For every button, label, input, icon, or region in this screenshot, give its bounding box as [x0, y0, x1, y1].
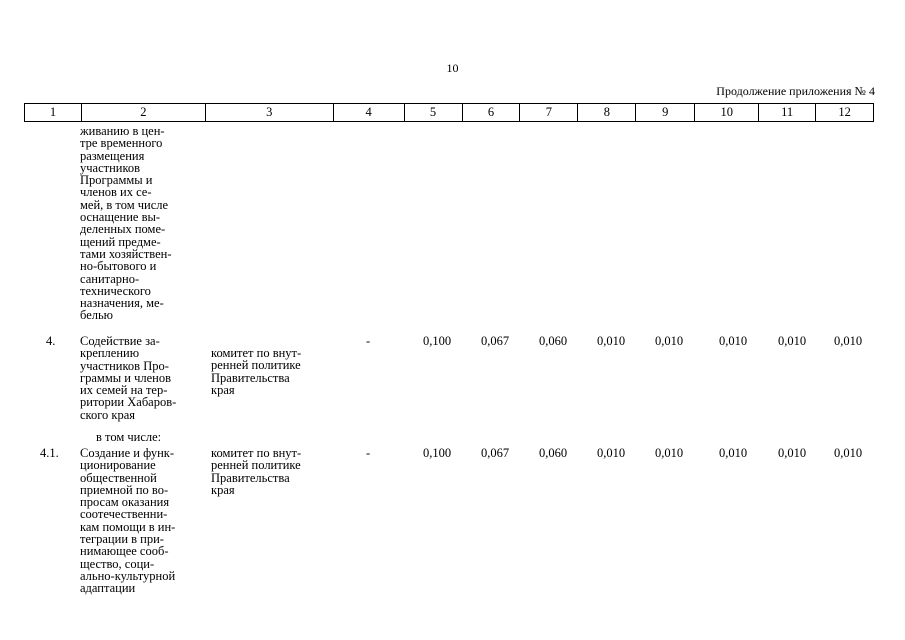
text-line: живанию в цен- — [80, 124, 165, 138]
text-line: ально-культурной — [80, 568, 176, 583]
row-number: 4.1. — [40, 446, 59, 460]
value-col7: 0,060 — [539, 446, 568, 460]
value-col7: 0,060 — [539, 334, 568, 348]
text-line: края — [211, 482, 235, 497]
text-line: размещения — [80, 148, 145, 163]
col4-value: - — [366, 334, 371, 348]
header-col-11: 11 — [759, 104, 816, 121]
header-col-4: 4 — [334, 104, 405, 121]
value-col12: 0,010 — [834, 446, 863, 460]
text-line: Содействие за- — [80, 334, 160, 348]
text-line: ского края — [80, 407, 136, 422]
page-number: 10 — [446, 61, 459, 75]
text-line: санитарно- — [80, 271, 140, 286]
text-line: участников — [80, 160, 141, 175]
value-col9: 0,010 — [655, 334, 684, 348]
text-line: ренней политике — [211, 358, 301, 373]
row-executor-cell — [211, 447, 331, 496]
text-line: Создание и функ- — [80, 446, 175, 460]
header-col-3: 3 — [206, 104, 334, 121]
text-line: тами хозяйствен- — [80, 246, 172, 261]
text-line: мей, в том числе — [80, 197, 169, 212]
text-line: общественной — [80, 470, 157, 485]
text-line: Правительства — [211, 470, 290, 485]
text-line: просам оказания — [80, 495, 170, 510]
header-col-1: 1 — [25, 104, 82, 121]
text-line: края — [211, 382, 235, 397]
col4-value: - — [366, 446, 371, 460]
text-line: участников Про- — [80, 358, 169, 373]
text-line: креплению — [80, 346, 140, 361]
text-line: адаптации — [80, 581, 136, 596]
header-col-5: 5 — [405, 104, 463, 121]
including-label: в том числе: — [96, 430, 162, 444]
text-line: нимающее сооб- — [80, 544, 169, 559]
text-line: членов их се- — [80, 185, 152, 200]
value-col8: 0,010 — [597, 334, 626, 348]
text-line: комитет по внут- — [211, 446, 302, 460]
text-line: оснащение вы- — [80, 210, 161, 225]
text-line: кам помощи в ин- — [80, 519, 176, 534]
text-line: ритории Хабаров- — [80, 395, 177, 410]
value-col5: 0,100 — [423, 334, 452, 348]
row-executor-cell — [211, 347, 331, 396]
header-col-2: 2 — [82, 104, 206, 121]
value-col10: 0,010 — [719, 334, 748, 348]
header-col-12: 12 — [816, 104, 874, 121]
text-line: тре временного — [80, 136, 163, 151]
text-line: комитет по внут- — [211, 346, 302, 360]
text-line: ционирование — [80, 458, 156, 473]
text-line: ренней политике — [211, 458, 301, 473]
row-name-cell — [80, 447, 205, 595]
header-col-7: 7 — [520, 104, 578, 121]
text-line: Правительства — [211, 370, 290, 385]
header-col-9: 9 — [636, 104, 695, 121]
text-line: соотечественни- — [80, 507, 168, 522]
value-col9: 0,010 — [655, 446, 684, 460]
text-line: деленных поме- — [80, 222, 166, 237]
header-col-8: 8 — [578, 104, 636, 121]
value-col8: 0,010 — [597, 446, 626, 460]
text-line: приемной по во- — [80, 482, 169, 497]
value-col10: 0,010 — [719, 446, 748, 460]
text-line: граммы и членов — [80, 370, 171, 385]
text-line: Программы и — [80, 173, 153, 188]
table-header-row — [24, 103, 874, 122]
text-line: белью — [80, 308, 114, 323]
continued-name-cell — [80, 125, 205, 322]
continuation-label: Продолжение приложения № 4 — [716, 84, 875, 98]
value-col12: 0,010 — [834, 334, 863, 348]
value-col11: 0,010 — [778, 446, 807, 460]
text-line: назначения, ме- — [80, 296, 164, 311]
text-line: щество, соци- — [80, 556, 155, 571]
text-line: их семей на тер- — [80, 383, 168, 398]
text-line: теграции в при- — [80, 532, 164, 547]
value-col5: 0,100 — [423, 446, 452, 460]
row-number: 4. — [46, 334, 56, 348]
header-col-6: 6 — [463, 104, 521, 121]
row-name-cell — [80, 335, 205, 421]
text-line: щений предме- — [80, 234, 161, 249]
value-col6: 0,067 — [481, 446, 510, 460]
text-line: но-бытового и — [80, 259, 157, 274]
text-line: технического — [80, 283, 151, 298]
header-col-10: 10 — [695, 104, 759, 121]
value-col6: 0,067 — [481, 334, 510, 348]
value-col11: 0,010 — [778, 334, 807, 348]
